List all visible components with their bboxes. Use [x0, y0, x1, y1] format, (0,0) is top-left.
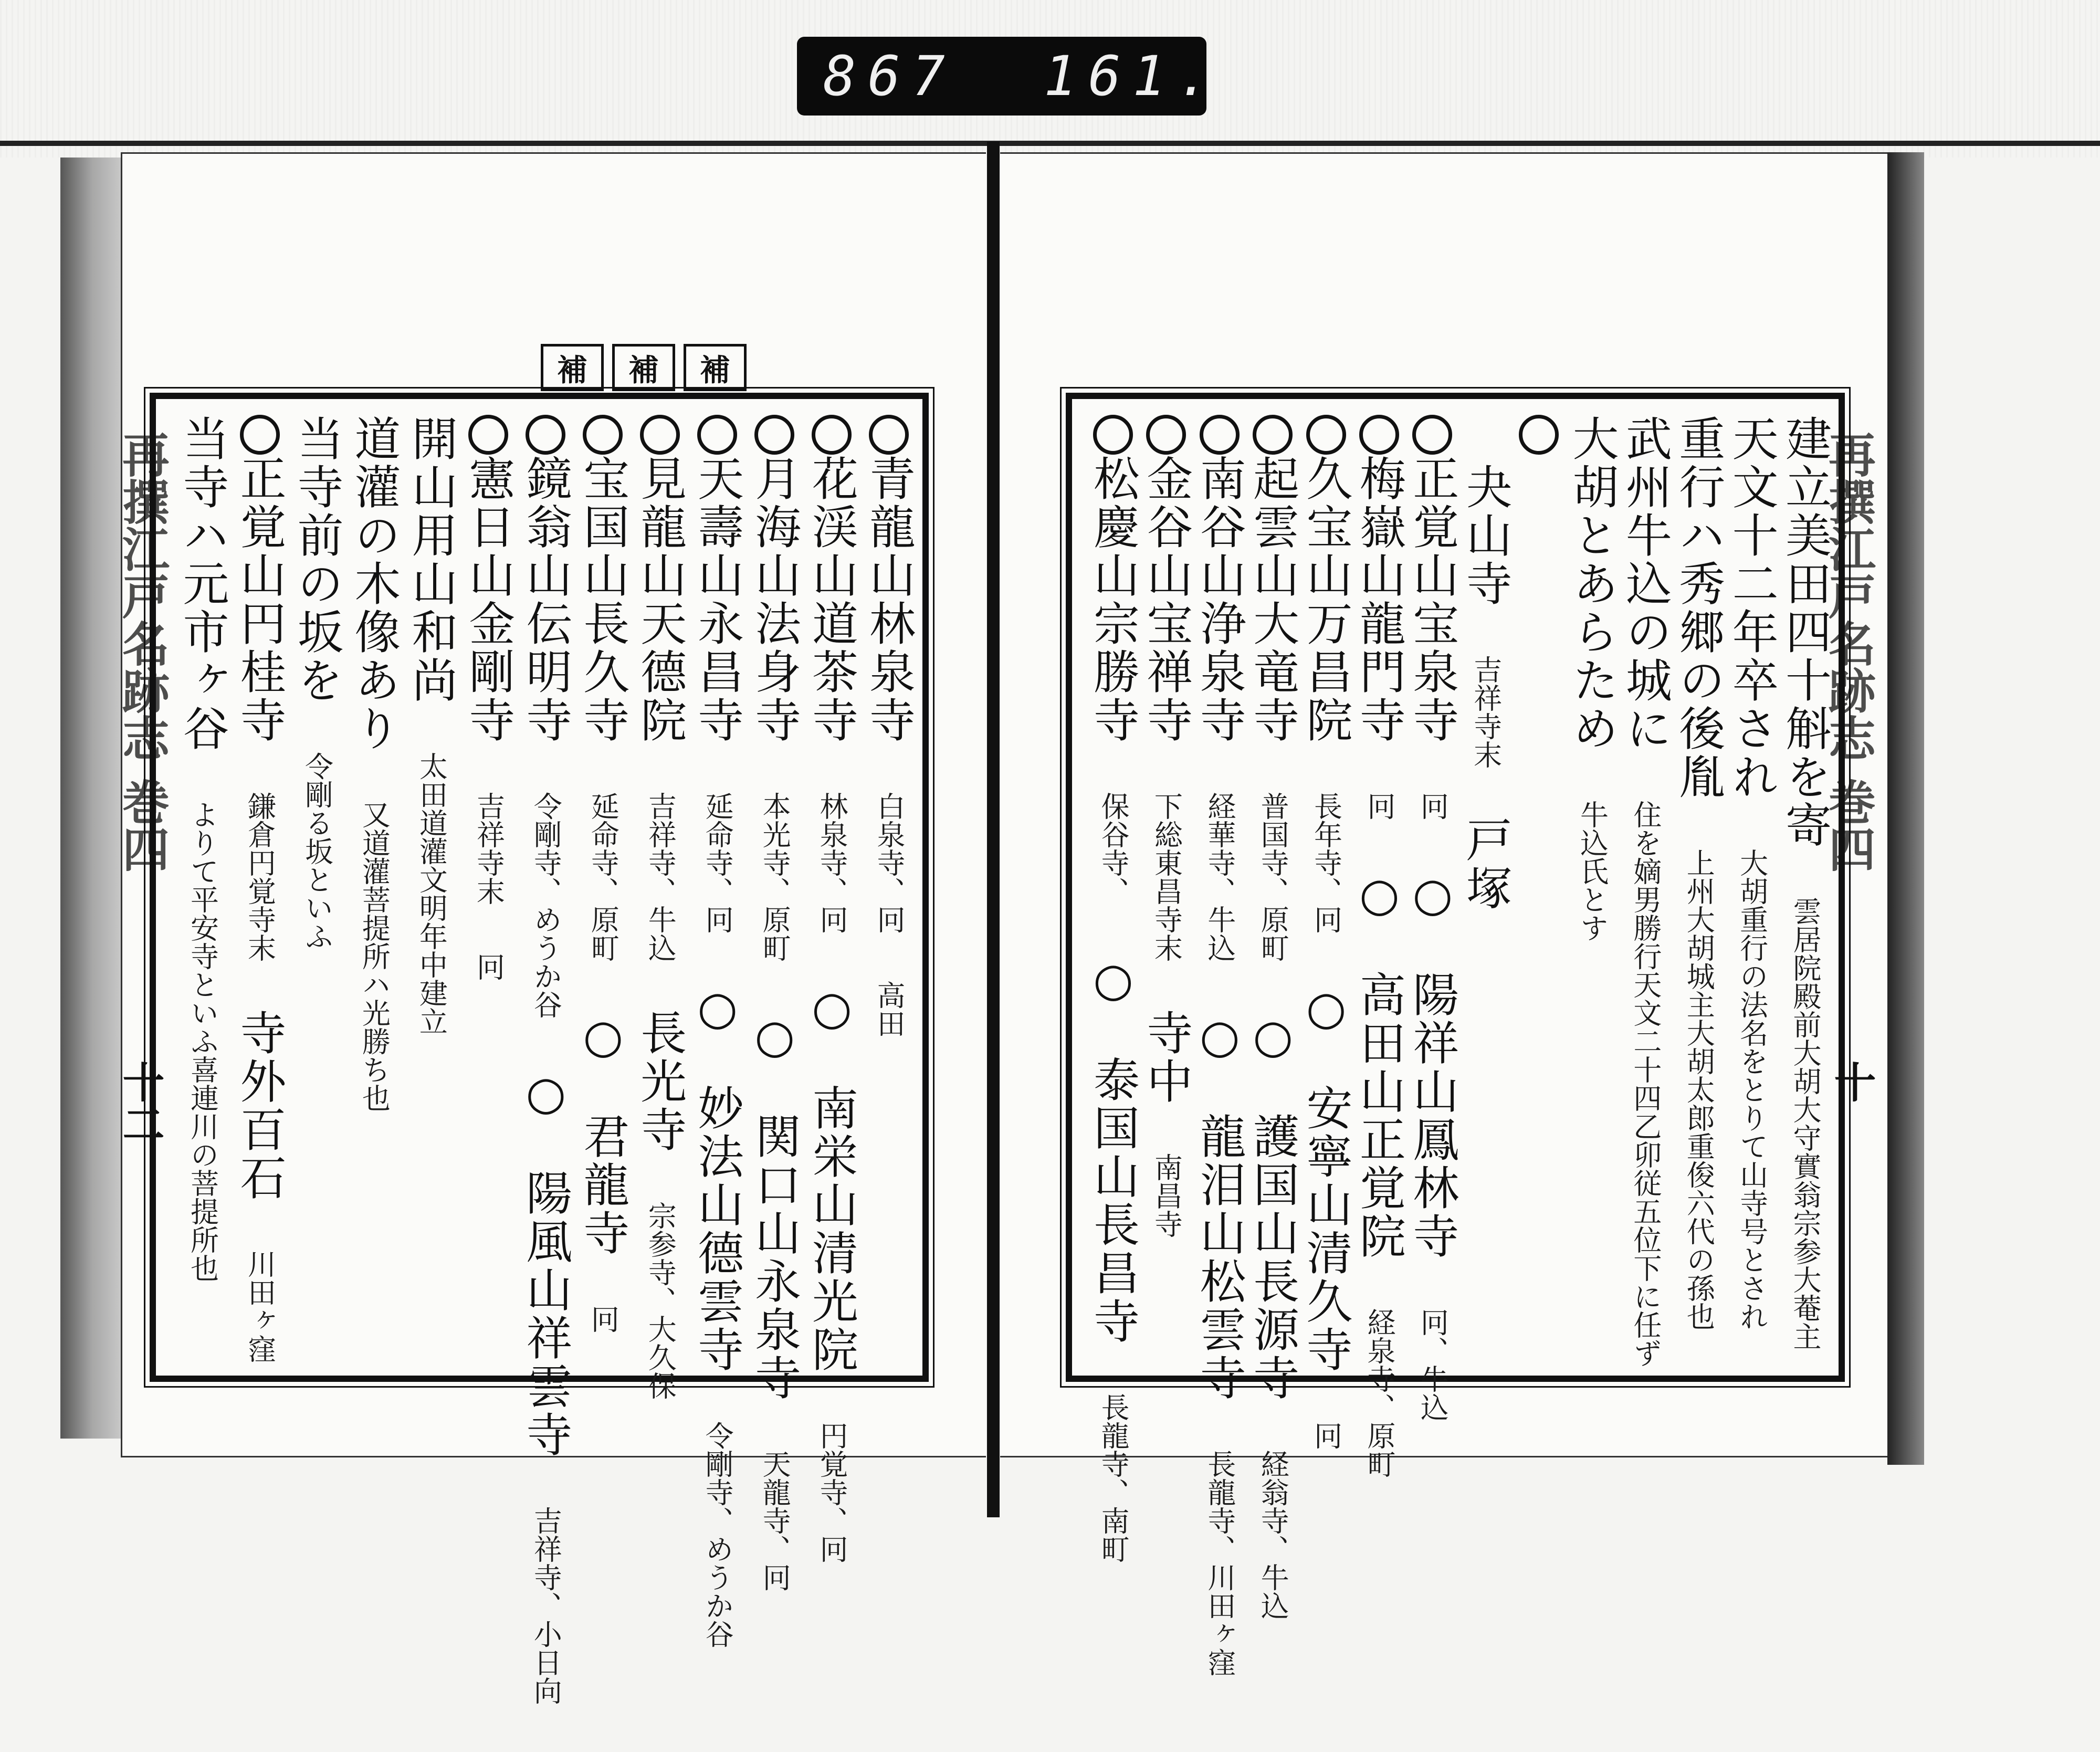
text-column [690, 415, 745, 1695]
entry-circle-mark [1093, 415, 1133, 455]
stamp-char: 補 [612, 344, 675, 391]
entry-note-secondary: 南昌寺 [1150, 1153, 1183, 1238]
entry-note: 大胡重行の法名をとりて山寺号とされ [1735, 848, 1769, 1330]
text-column [233, 415, 287, 1410]
entry-gap: 戸塚 [1458, 816, 1513, 912]
entry-note: よりて平安寺といふ喜連川の菩提所也 [186, 800, 219, 1282]
text-column [1405, 415, 1460, 1468]
text-column [461, 415, 516, 1028]
entry-name-secondary: 陽風山祥雲寺 [519, 1169, 573, 1459]
entry-name-secondary: 寺中 [1139, 1009, 1194, 1106]
text-column [1458, 415, 1513, 960]
entry-gap: ○ [576, 1009, 631, 1065]
entry-note-secondary: 冋、牛込 [1416, 1308, 1450, 1421]
entry-circle-mark [812, 415, 852, 455]
entry-name: 武州牛込の城に [1618, 415, 1673, 753]
entry-note: 延命寺、冋 [701, 792, 734, 933]
entry-circle-mark [1519, 415, 1559, 455]
entry-gap: ○ [1246, 1009, 1300, 1065]
entry-circle-mark [640, 415, 680, 455]
scan-top-rule [0, 141, 2100, 146]
text-column [1778, 415, 1832, 1398]
entry-name: 正覚山円桂寺 [233, 455, 287, 744]
supplement-stamp [541, 344, 747, 391]
entry-note: 雲居院殿前大胡大守實翁宗参大菴主 [1789, 897, 1822, 1350]
entry-circle-mark [1306, 415, 1346, 455]
entry-name: 天壽山永昌寺 [690, 455, 745, 744]
reel-number: 867 [823, 44, 957, 108]
microfilm-frame-label [797, 37, 1222, 116]
entry-name: 重行ハ秀郷の後胤 [1672, 415, 1726, 801]
right-page-stack [1887, 152, 1924, 1465]
entry-circle-mark [754, 415, 794, 455]
right-running-title: 再撰江戸名跡志 巻四 [1820, 431, 1876, 873]
frame-number: 161. [1044, 44, 1222, 108]
entry-gap: ○ [1192, 1009, 1247, 1065]
entry-gap: ○ [1299, 981, 1353, 1037]
text-column [404, 415, 459, 1083]
entry-name-secondary: 長光寺 [633, 1009, 688, 1154]
entry-name-secondary: 安寧山清久寺 [1299, 1084, 1353, 1374]
entry-name: 鏡翁山伝明寺 [519, 455, 573, 744]
entry-note: 下総東昌寺末 [1150, 792, 1183, 962]
entry-name-secondary: 泰国山長昌寺 [1086, 1056, 1140, 1346]
entry-name: 憲日山金剛寺 [461, 455, 516, 744]
entry-name-secondary: 寺外百石 [233, 1009, 287, 1202]
entry-note: 鎌倉円覚寺末 [243, 792, 277, 962]
entry-name: 起雲山大竜寺 [1246, 455, 1300, 744]
entry-circle-mark [697, 415, 737, 455]
text-column [748, 415, 802, 1639]
entry-circle-mark [1200, 415, 1240, 455]
entry-name: 正覚山宝泉寺 [1405, 455, 1460, 744]
entry-note: 吉祥寺末 [472, 792, 506, 905]
entry-note: 冋 [1416, 792, 1450, 820]
entry-note-secondary: 経泉寺、原町 [1362, 1308, 1396, 1478]
entry-name-secondary: 妙法山德雲寺 [690, 1084, 745, 1374]
entry-name: 天文十二年卒され [1725, 415, 1779, 801]
entry-name-secondary: 龍泪山松雲寺 [1192, 1113, 1247, 1402]
entry-note: 経華寺、牛込 [1203, 792, 1236, 962]
entry-note-secondary: 冋 [472, 952, 506, 981]
text-column [1565, 415, 1620, 989]
entry-name-secondary: 南栄山清光院 [805, 1084, 859, 1374]
entry-circle-mark [583, 415, 623, 455]
entry-note-secondary: 令剛寺、めうか谷 [701, 1421, 734, 1648]
entry-name: 久宝山万昌院 [1299, 455, 1353, 744]
entry-note: 長年寺、冋 [1309, 792, 1343, 933]
text-column [1139, 415, 1194, 1285]
entry-name: 松慶山宗勝寺 [1086, 455, 1140, 744]
text-column [805, 415, 859, 1610]
text-column [290, 415, 344, 998]
entry-circle-mark [869, 415, 909, 455]
entry-name: 開山用山和尚 [404, 415, 459, 705]
text-column [633, 415, 688, 1447]
entry-note: 林泉寺、冋 [815, 792, 849, 933]
text-column [1086, 415, 1140, 1610]
entry-name: 梅嶽山龍門寺 [1352, 455, 1406, 744]
entry-note-secondary: 長龍寺、川田ヶ窪 [1203, 1450, 1236, 1676]
entry-note: 上州大胡城主大胡太郎重俊六代の孫也 [1682, 848, 1716, 1330]
entry-note: 吉祥寺末 [1469, 655, 1503, 769]
entry-note: 本光寺、原町 [758, 792, 792, 962]
text-column [175, 415, 230, 1329]
entry-circle-mark [526, 415, 565, 455]
entry-name-secondary: 君龍寺 [576, 1113, 631, 1257]
text-column [1299, 415, 1353, 1497]
entry-name: 青龍山林泉寺 [862, 455, 916, 744]
entry-gap: ○ [690, 981, 745, 1037]
entry-note: 白泉寺、冋 [873, 792, 906, 933]
entry-gap: ○ [1086, 952, 1140, 1009]
entry-name: 当寺ハ元市ヶ谷 [175, 415, 230, 753]
entry-name: 見龍山天德院 [633, 455, 688, 744]
entry-circle-mark [468, 415, 508, 455]
entry-note: 令剛る坂といふ [300, 752, 334, 950]
entry-note: 延命寺、原町 [586, 792, 620, 962]
entry-note: 牛込氏とす [1576, 800, 1609, 942]
entry-gap: ○ [519, 1066, 573, 1122]
entry-name-secondary: 護国山長源寺 [1246, 1113, 1300, 1402]
entry-note-secondary: 川田ヶ窪 [243, 1250, 277, 1363]
entry-note: 冋 [1362, 792, 1396, 820]
entry-name: 道灌の木像あり [347, 415, 402, 753]
entry-note-secondary: 高田 [873, 981, 906, 1037]
entry-circle-mark [1146, 415, 1186, 455]
entry-gap: ○ [805, 981, 859, 1037]
entry-name-secondary: 関口山永泉寺 [748, 1113, 802, 1402]
entry-note: 住を嫡男勝行天文二十四乙卯従五位下に任ず [1629, 800, 1662, 1367]
text-column [347, 415, 402, 1159]
entry-name-secondary: 高田山正覚院 [1352, 971, 1406, 1261]
text-column [1246, 415, 1300, 1667]
text-column [1516, 415, 1562, 455]
entry-circle-mark [240, 415, 280, 455]
entry-note-secondary: 冋 [586, 1305, 620, 1333]
entry-name: 当寺前の坂を [290, 415, 344, 705]
entry-name: 宝国山長久寺 [576, 455, 631, 744]
entry-note: 令剛寺、めうか谷 [529, 792, 563, 1019]
entry-note-secondary: 宗参寺、大久保 [644, 1201, 677, 1400]
text-column [1352, 415, 1406, 1525]
entry-note-secondary: 天龍寺、冋 [758, 1450, 792, 1591]
stamp-char: 補 [684, 344, 747, 391]
right-folio: 十 [1827, 1061, 1876, 1103]
entry-circle-mark [1253, 415, 1293, 455]
entry-note: 太田道灌文明年中建立 [415, 752, 448, 1035]
entry-note-secondary: 経翁寺、牛込 [1256, 1450, 1290, 1620]
stamp-char: 補 [541, 344, 604, 391]
left-text-frame [150, 393, 929, 1705]
left-folio: 十二 [116, 1061, 165, 1145]
entry-note-secondary: 冋 [1309, 1421, 1343, 1450]
entry-name-secondary: 陽祥山鳳林寺 [1405, 971, 1460, 1261]
entry-note-secondary: 円覚寺、冋 [815, 1421, 849, 1563]
left-running-title: 再撰江戸名跡志 巻四 [114, 431, 170, 873]
text-column [1618, 415, 1673, 1414]
text-column [519, 415, 573, 1752]
text-column [1192, 415, 1247, 1724]
entry-gap: ○ [748, 1009, 802, 1065]
entry-name: 花渓山道茶寺 [805, 455, 859, 744]
text-column [576, 415, 631, 1380]
entry-circle-mark [1359, 415, 1399, 455]
entry-name: 月海山法身寺 [748, 455, 802, 744]
entry-name: 南谷山浄泉寺 [1192, 455, 1247, 744]
entry-name: 大胡とあらため [1565, 415, 1620, 753]
entry-note-secondary: 長龍寺、南町 [1096, 1393, 1130, 1563]
entry-gap: ○ [1405, 867, 1460, 924]
entry-name: 建立美田四十斛を寄 [1778, 415, 1832, 849]
entry-gap: ○ [1352, 867, 1406, 924]
right-text-frame [1066, 393, 1845, 1676]
entry-note: 普国寺、原町 [1256, 792, 1290, 962]
entry-name: 金谷山宝禅寺 [1139, 455, 1194, 744]
entry-note: 又道灌菩提所ハ光勝ち也 [358, 800, 391, 1112]
entry-circle-mark [1412, 415, 1452, 455]
text-column [862, 415, 916, 1085]
entry-note: 保谷寺、 [1096, 792, 1130, 905]
entry-name: 夬山寺 [1458, 415, 1513, 608]
book-spine [987, 142, 1000, 1517]
entry-note: 吉祥寺、牛込 [644, 792, 677, 962]
text-column [1672, 415, 1726, 1378]
entry-note-secondary: 吉祥寺、小日向 [529, 1506, 563, 1705]
text-column [1725, 415, 1779, 1378]
